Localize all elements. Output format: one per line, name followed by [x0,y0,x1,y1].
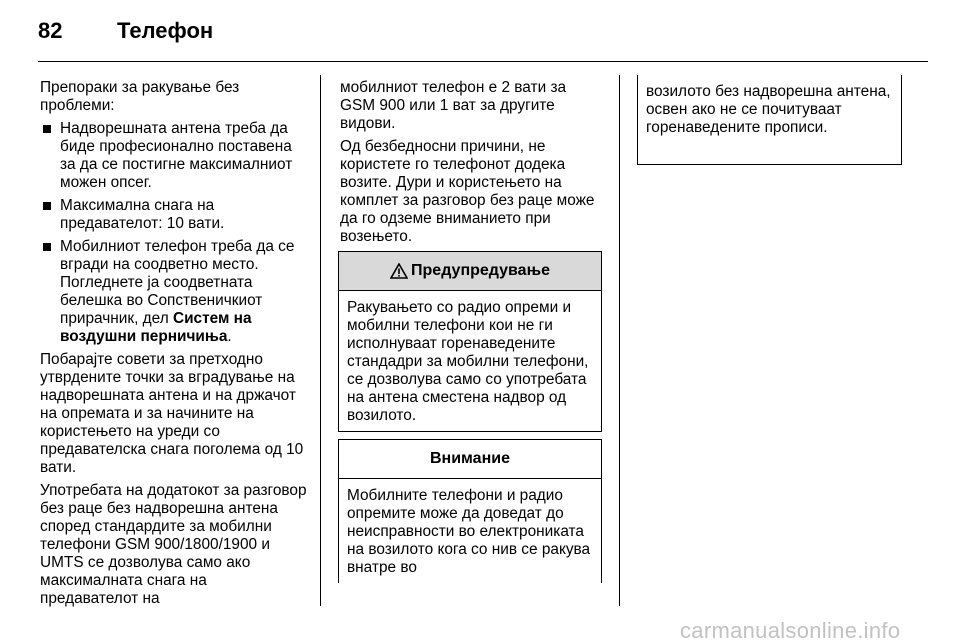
bullet-text: Мобилниот телефон треба да се вгради на соодветно место. Погледнете ја соодветната белешка во Сопственичкиот прирачник, дел [60,238,295,327]
column-1 [40,79,308,613]
paragraph: Употребата на додатокот за разговор без раце без надворешна антена според стандардите за мобилни телефони GSM 900/1800/1900 и UMTS се дозволува само ако максималната снага на предавателот на [40,482,307,607]
caution-title: Внимание [430,450,510,467]
header-rule [38,61,928,62]
caution-body-continued: возилото без надворешна антена, освен ако не се почитуваат горенаведените прописи. [646,83,891,136]
page-header [38,14,928,56]
page-title: Телефон [117,18,214,43]
paragraph: Од безбедносни причини, не користете го телефонот додека возите. Дури и користењето на комплет за разговор без раце може да го одземе вниманието при возењето. [340,138,595,245]
section-reference: Систем на воздушни перничиња [60,310,252,345]
paragraph: Побарајте совети за претходно утврдените точки за вградување на надворешната антена и на држачот на опремата и за начините на користењето на уреди со предавателска снага поголема од 10 вати. [40,351,304,476]
watermark: carmanualsonline.info [680,618,901,643]
bullet-text: Надворешната антена треба да биде професионално поставена за да се постигне максималниот можен опсег. [60,120,293,191]
column-divider [619,75,620,606]
bullet-square-icon [43,125,51,133]
warning-title: Предупредување [411,262,550,279]
bullet-end: . [227,328,232,345]
bullet-list [40,120,308,346]
caution-box-continued [637,75,902,165]
caution-body: Мобилните телефони и радио опремите може да доведат до неисправности во електрониката на возилото кога со нив се ракува внатре во [347,487,591,576]
bullet-text: Максимална снага на предавателот: 10 вати. [60,197,225,232]
intro-text: Препораки за ракување без проблеми: [40,79,240,114]
list-item [40,120,308,192]
list-item [40,238,308,346]
list-item [40,197,308,233]
paragraph: мобилниот телефон е 2 вати за GSM 900 или 1 ват за другите видови. [340,79,567,132]
caution-box [338,439,602,583]
warning-header [339,252,601,291]
column-divider [320,75,321,606]
warning-body: Ракувањето со радио опреми и мобилни телефони кои не ги исполнуваат горенаведените стандадри за мобилни телефони, се дозволува само со употребата на антена сместена надвор од возилото. [347,299,589,424]
warning-triangle-icon [390,263,408,279]
caution-header [339,440,601,479]
bullet-square-icon [43,202,51,210]
warning-box [338,251,602,432]
bullet-square-icon [43,243,51,251]
column-2 [340,79,604,251]
page-number: 82 [38,18,63,43]
